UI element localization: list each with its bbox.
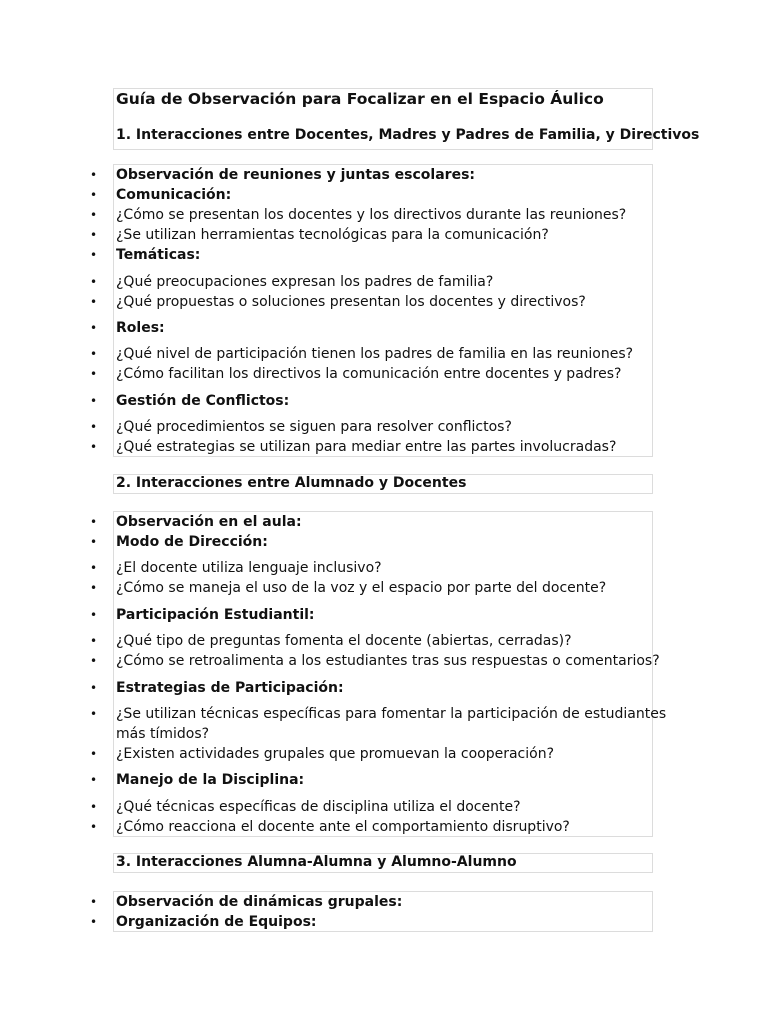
list-item — [0, 532, 700, 552]
list-item — [0, 578, 700, 598]
list-item-text: Gestión de Conflictos: — [116, 393, 290, 409]
list-item-continuation — [0, 724, 700, 744]
bullet-icon: • — [90, 248, 98, 262]
list-item-text: ¿Cómo se maneja el uso de la voz y el espacio por parte del docente? — [116, 580, 607, 596]
list-item — [0, 558, 700, 578]
list-item-text: Comunicación: — [116, 187, 232, 203]
bullet-icon: • — [90, 228, 98, 242]
list-item-text: ¿Cómo se retroalimenta a los estudiantes tras sus respuestas o comentarios? — [116, 653, 660, 669]
list-item-text: Manejo de la Disciplina: — [116, 772, 305, 788]
list-item-text: Observación de dinámicas grupales: — [116, 894, 403, 910]
section-1-heading: 1. Interacciones entre Docentes, Madres y Padres de Familia, y Directivos — [116, 127, 700, 143]
bullet-icon: • — [90, 681, 98, 695]
section-2-heading: 2. Interacciones entre Alumnado y Docentes — [116, 475, 467, 491]
bullet-icon: • — [90, 394, 98, 408]
list-item-text: ¿Qué procedimientos se siguen para resolver conflictos? — [116, 419, 512, 435]
list-item — [0, 417, 700, 437]
bullet-icon: • — [90, 295, 98, 309]
bullet-icon: • — [90, 188, 98, 202]
list-item — [0, 205, 700, 225]
list-item — [0, 272, 700, 292]
list-item-text: Observación de reuniones y juntas escolares: — [116, 167, 475, 183]
list-item — [0, 892, 700, 912]
section-3-heading: 3. Interacciones Alumna-Alumna y Alumno-Alumno — [116, 854, 517, 870]
bullet-icon: • — [90, 168, 98, 182]
list-item — [0, 512, 700, 532]
list-item — [0, 797, 700, 817]
bullet-icon: • — [90, 895, 98, 909]
bullet-icon: • — [90, 634, 98, 648]
bullet-icon: • — [90, 347, 98, 361]
bullet-icon: • — [90, 440, 98, 454]
list-item-text: Roles: — [116, 320, 165, 336]
bullet-icon: • — [90, 773, 98, 787]
list-item-text: Observación en el aula: — [116, 514, 302, 530]
list-item-text: ¿El docente utiliza lenguaje inclusivo? — [116, 560, 382, 576]
list-item-text: ¿Cómo facilitan los directivos la comunicación entre docentes y padres? — [116, 366, 622, 382]
bullet-icon: • — [90, 321, 98, 335]
bullet-icon: • — [90, 208, 98, 222]
list-item-text: Organización de Equipos: — [116, 914, 317, 930]
list-item — [0, 631, 700, 651]
bullet-icon: • — [90, 535, 98, 549]
list-item-text: ¿Qué preocupaciones expresan los padres de familia? — [116, 274, 494, 290]
bullet-icon: • — [90, 581, 98, 595]
list-item-text: Temáticas: — [116, 247, 201, 263]
list-item — [0, 318, 700, 338]
list-item-text: Modo de Dirección: — [116, 534, 268, 550]
list-item-text: ¿Existen actividades grupales que promuevan la cooperación? — [116, 746, 555, 762]
list-item — [0, 185, 700, 205]
list-item — [0, 245, 700, 265]
bullet-icon: • — [90, 747, 98, 761]
document-title: Guía de Observación para Focalizar en el Espacio Áulico — [116, 90, 604, 108]
list-item-text: ¿Qué tipo de preguntas fomenta el docente (abiertas, cerradas)? — [116, 633, 572, 649]
list-item — [0, 704, 700, 724]
bullet-icon: • — [90, 275, 98, 289]
bullet-icon: • — [90, 800, 98, 814]
list-item — [0, 437, 700, 457]
list-item — [0, 225, 700, 245]
list-item-text: ¿Qué propuestas o soluciones presentan los docentes y directivos? — [116, 294, 586, 310]
list-item — [0, 344, 700, 364]
list-item — [0, 912, 700, 932]
bullet-icon: • — [90, 420, 98, 434]
list-item-text: Participación Estudiantil: — [116, 607, 315, 623]
list-item — [0, 165, 700, 185]
list-item-text: ¿Qué nivel de participación tienen los padres de familia en las reuniones? — [116, 346, 634, 362]
bullet-icon: • — [90, 707, 98, 721]
list-item-text: ¿Qué estrategias se utilizan para mediar entre las partes involucradas? — [116, 439, 617, 455]
bullet-icon: • — [90, 820, 98, 834]
list-item — [0, 678, 700, 698]
bullet-icon: • — [90, 561, 98, 575]
list-item — [0, 744, 700, 764]
bullet-icon: • — [90, 654, 98, 668]
list-item — [0, 651, 700, 671]
list-item — [0, 770, 700, 790]
list-item-text: ¿Se utilizan técnicas específicas para fomentar la participación de estudiantes — [116, 706, 667, 722]
bullet-icon: • — [90, 915, 98, 929]
list-item — [0, 817, 700, 837]
list-item-text: más tímidos? — [116, 726, 210, 742]
bullet-icon: • — [90, 608, 98, 622]
list-item-text: ¿Cómo se presentan los docentes y los directivos durante las reuniones? — [116, 207, 627, 223]
list-item-text: Estrategias de Participación: — [116, 680, 344, 696]
list-item — [0, 391, 700, 411]
bullet-icon: • — [90, 515, 98, 529]
bullet-icon: • — [90, 367, 98, 381]
list-item — [0, 292, 700, 312]
list-item — [0, 364, 700, 384]
list-item-text: ¿Se utilizan herramientas tecnológicas para la comunicación? — [116, 227, 549, 243]
list-item-text: ¿Qué técnicas específicas de disciplina utiliza el docente? — [116, 799, 521, 815]
list-item — [0, 605, 700, 625]
list-item-text: ¿Cómo reacciona el docente ante el comportamiento disruptivo? — [116, 819, 570, 835]
